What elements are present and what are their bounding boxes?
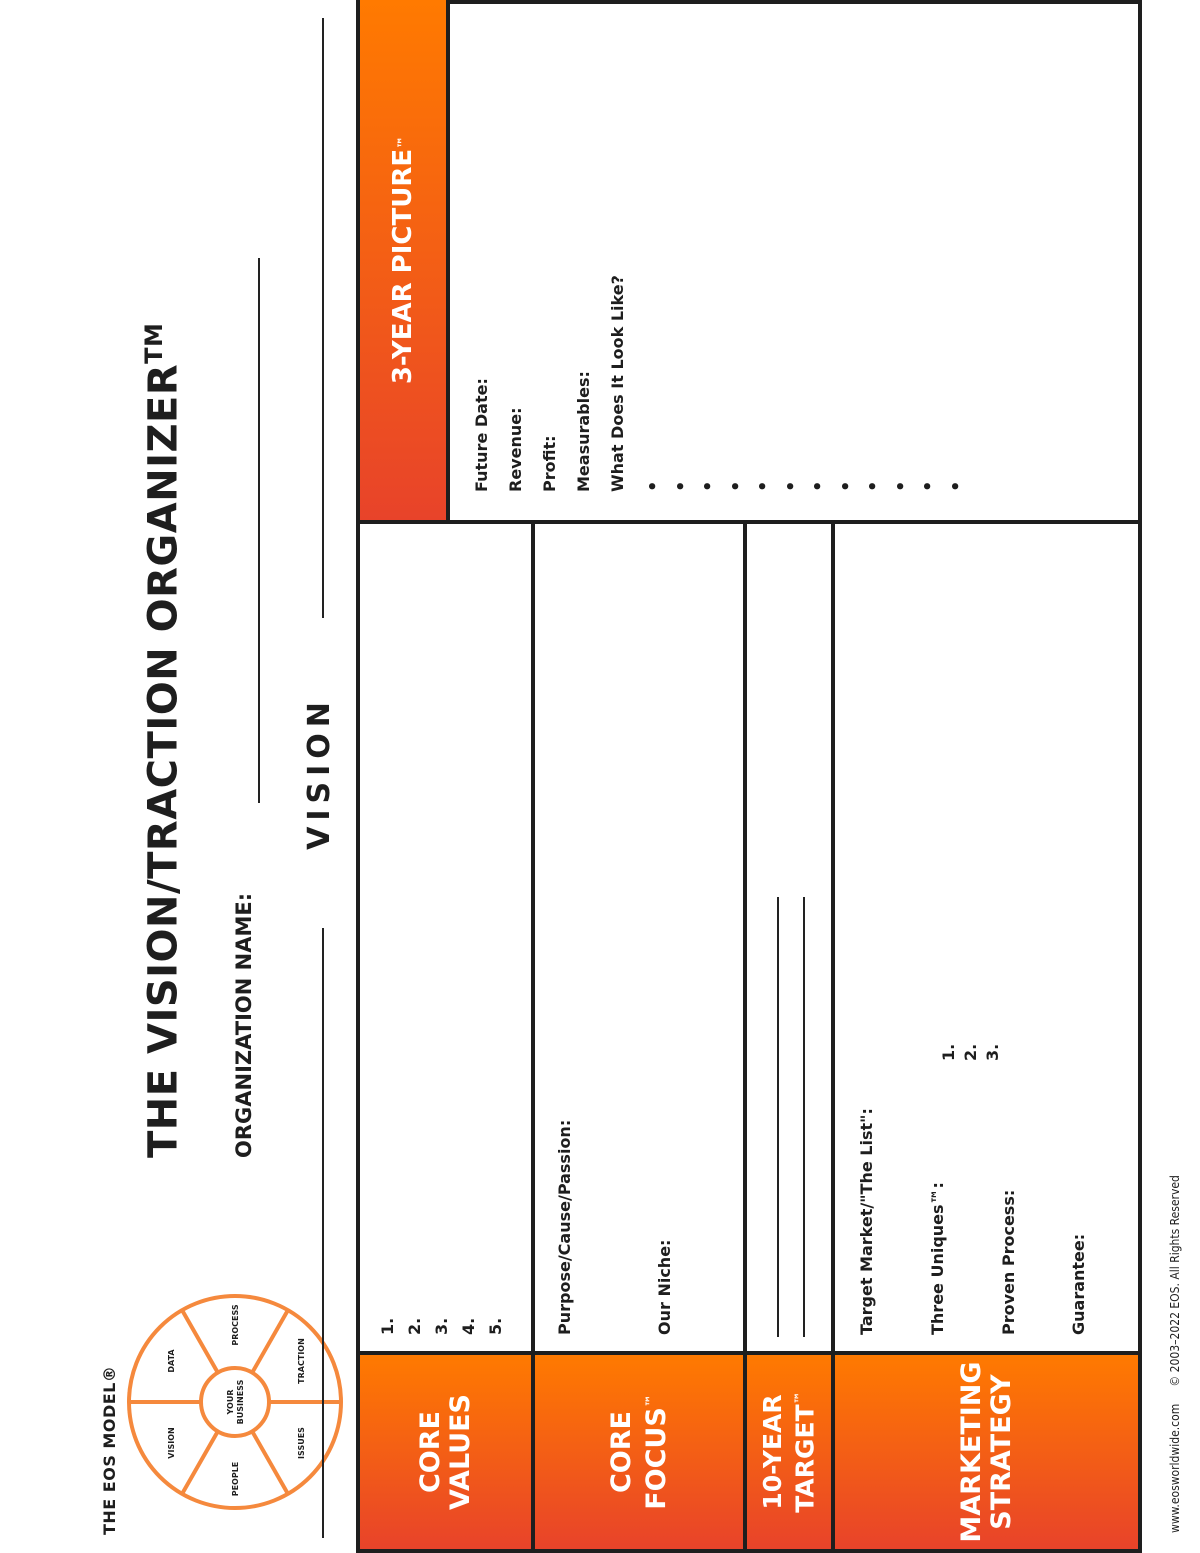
wheel-segment-label: PEOPLE [231, 1461, 240, 1497]
page-title: THE VISION/TRACTION ORGANIZER™ [140, 322, 187, 1158]
core-values-cell[interactable] [360, 524, 531, 1351]
organization-name-label: ORGANIZATION NAME: [232, 892, 256, 1158]
footer-website: www.eosworldwide.com [1168, 1403, 1182, 1533]
wheel-segment-label: DATA [167, 1349, 176, 1373]
profit-label: Profit: [540, 435, 559, 492]
unique-item: 3. [983, 1043, 1002, 1061]
target-line [803, 897, 805, 1337]
unique-item: 1. [939, 1043, 958, 1061]
organization-name-line [258, 258, 260, 803]
vision-heading: VISION [302, 696, 337, 850]
bullet: • [918, 480, 939, 492]
vision-heading-row [302, 0, 342, 1553]
eos-model-label: THE EOS MODEL® [100, 1365, 119, 1535]
three-uniques-label: Three Uniques™: [928, 1182, 947, 1335]
wheel-segment-label: VISION [167, 1427, 176, 1459]
core-focus-header: CORE FOCUS™ [535, 1351, 743, 1549]
bullet: • [725, 480, 747, 492]
target-market-label: Target Market/"The List": [857, 1108, 876, 1335]
measurables-label: Measurables: [574, 371, 593, 492]
ten-year-target-cell[interactable] [747, 524, 831, 1351]
core-focus-row [535, 524, 747, 1549]
bullet: • [753, 480, 774, 492]
footer-copyright: © 2003–2022 EOS. All Rights Reserved [1168, 1175, 1182, 1387]
marketing-strategy-row [835, 524, 1138, 1549]
future-date-label: Future Date: [472, 378, 491, 492]
bullet: • [670, 480, 692, 492]
footer [1168, 1175, 1182, 1533]
ten-year-target-header: 10-YEAR TARGET™ [747, 1351, 831, 1549]
core-value-item: 2. [405, 1317, 424, 1335]
unique-item: 2. [961, 1043, 980, 1061]
vision-rule-left [322, 928, 324, 1538]
bullet: • [808, 480, 829, 492]
ten-year-target-row [747, 524, 835, 1549]
revenue-label: Revenue: [506, 407, 525, 492]
target-line [777, 897, 779, 1337]
vision-grid [356, 0, 1142, 1553]
guarantee-label: Guarantee: [1069, 1233, 1088, 1335]
bullet: • [945, 480, 967, 492]
core-values-row [360, 524, 535, 1549]
core-value-item: 1. [378, 1317, 397, 1335]
bullet: • [698, 480, 719, 492]
three-year-picture-header: 3-YEAR PICTURE ™ [360, 0, 450, 520]
look-like-bullet-list[interactable] [640, 480, 970, 492]
vision-left-column [360, 524, 1138, 1549]
core-value-item: 5. [486, 1317, 505, 1335]
wheel-center-label: YOURBUSINESS [226, 1379, 245, 1425]
core-value-item: 3. [432, 1317, 451, 1335]
marketing-strategy-header: MARKETING STRATEGY [835, 1351, 1138, 1549]
purpose-label: Purpose/Cause/Passion: [555, 1119, 574, 1335]
wheel-segment-label: PROCESS [231, 1304, 240, 1346]
core-value-item: 4. [459, 1317, 478, 1335]
three-year-picture-column [360, 0, 1138, 524]
vision-rule-right [322, 18, 324, 618]
marketing-strategy-cell[interactable] [835, 524, 1138, 1351]
core-focus-cell[interactable] [535, 524, 743, 1351]
niche-label: Our Niche: [655, 1239, 674, 1335]
wheel-segment-label: ISSUES [297, 1427, 306, 1459]
bullet: • [780, 480, 802, 492]
bullet: • [643, 480, 664, 492]
look-like-label: What Does It Look Like? [608, 275, 627, 492]
wheel-segment-label: TRACTION [297, 1338, 306, 1384]
bullet: • [863, 480, 884, 492]
core-values-header: CORE VALUES [360, 1351, 531, 1549]
organization-name-field[interactable] [232, 258, 262, 1158]
bullet: • [890, 480, 912, 492]
bullet: • [835, 480, 857, 492]
proven-process-label: Proven Process: [999, 1189, 1018, 1335]
